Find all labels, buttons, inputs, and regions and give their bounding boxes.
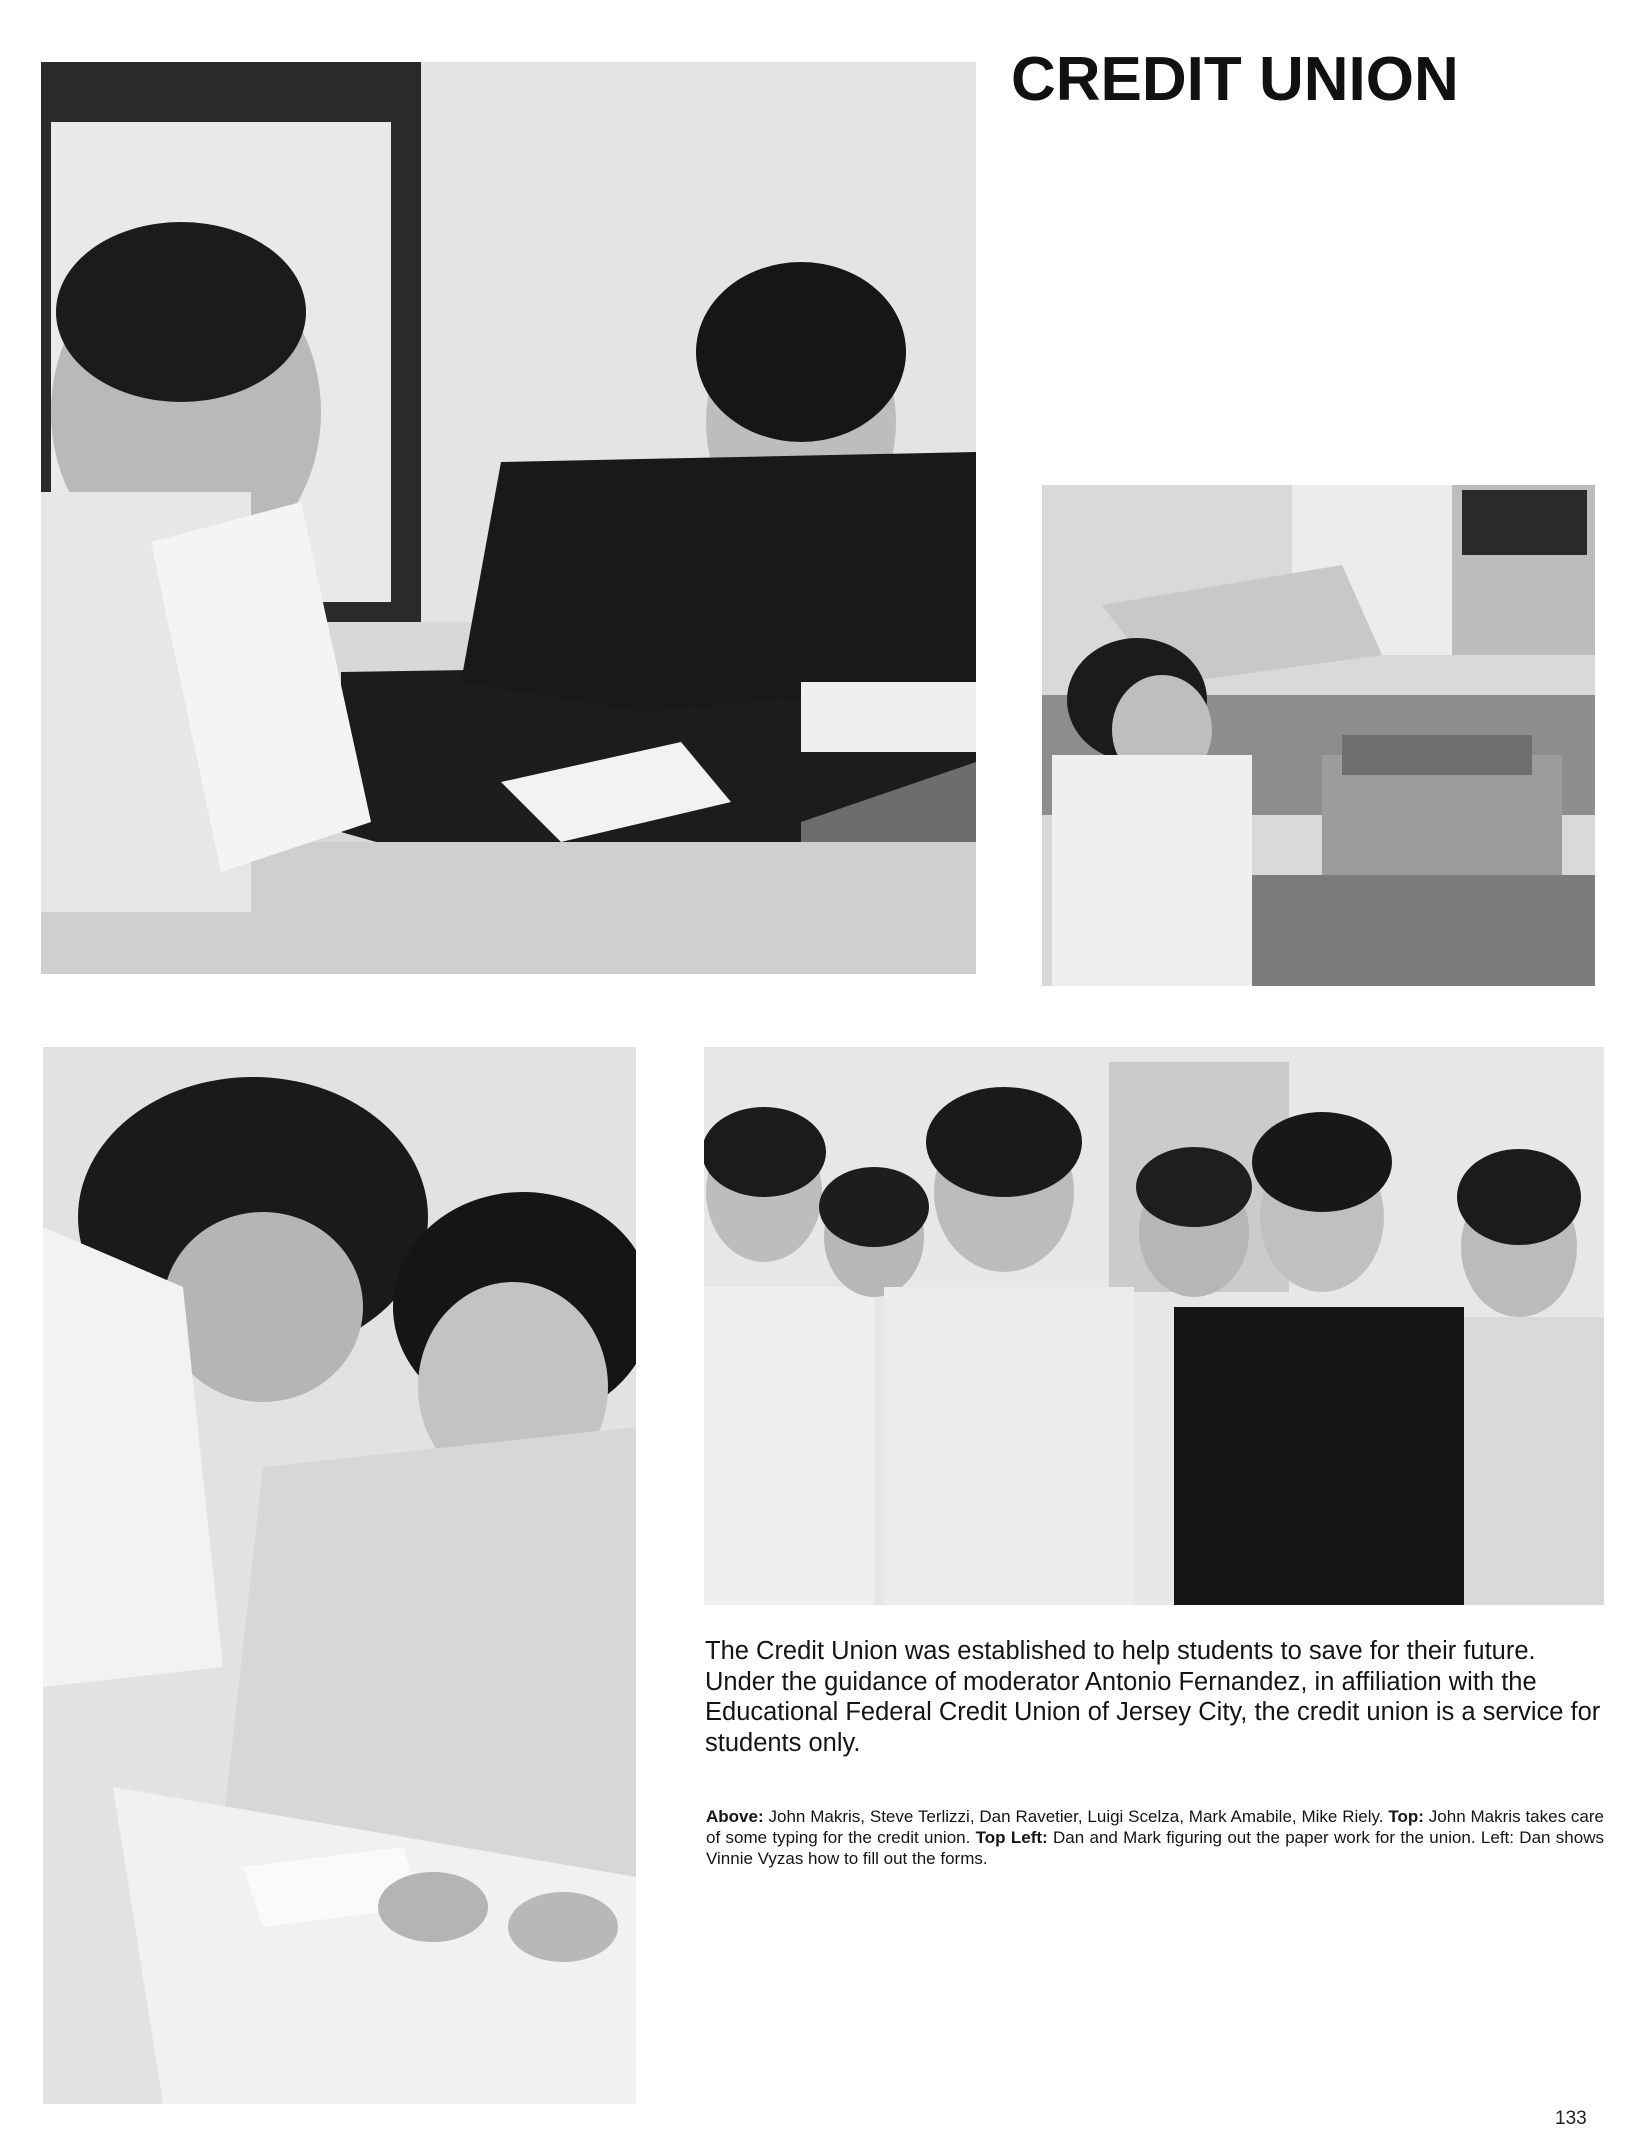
caption-top-label: Top: [1388,1807,1424,1826]
photo-typing [1042,485,1595,986]
caption-top-left-text: Dan and Mark figuring out the paper work for the union. Left: Dan shows Vinnie Vyzas how to fill out the forms. [706,1828,1604,1868]
caption-above-text: John Makris, Steve Terlizzi, Dan Ravetier, Luigi Scelza, Mark Amabile, Mike Riely. [763,1807,1389,1826]
photo-group [704,1047,1604,1605]
caption-top-left-label: Top Left: [975,1828,1048,1847]
photo-captions [706,1806,1604,1869]
photo-desk-paperwork [41,62,976,974]
caption-top-text: John Makris takes care of some typing for the credit union. [706,1807,1605,1847]
page-title: CREDIT UNION [1011,45,1459,114]
caption-above-label: Above: [706,1807,764,1826]
page-number: 133 [1555,2108,1587,2129]
intro-paragraph: The Credit Union was established to help students to save for their future. Under the guidance of moderator Antonio Fernandez, in affiliation with the Educational Federal Credit Union of Jersey City, the credit union is a service for students only. [705,1637,1601,1757]
photo-filling-forms [43,1047,636,2104]
